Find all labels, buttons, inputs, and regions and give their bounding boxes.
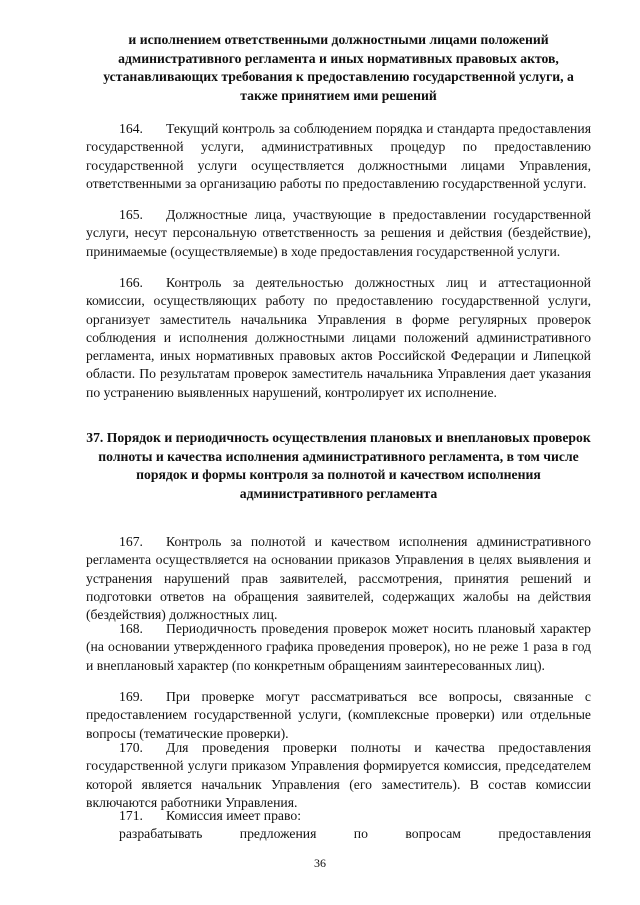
section-heading-37: 37. Порядок и периодичность осуществления плановых и внеплановых проверок полноты и качества исполнения административного регламента, в том числе порядок и формы контроля за полнотой и качеством исполнения административного регламента bbox=[86, 430, 591, 501]
paragraph-168 bbox=[86, 620, 591, 675]
paragraph-167 bbox=[86, 533, 591, 624]
paragraph-text: Должностные лица, участвующие в предоставлении государственной услуги, несут персональную ответственность за решения и действия (бездействие), принимаемые (осуществляемые) в ходе предоставления государственной услуги. bbox=[86, 207, 591, 259]
page-number: 36 bbox=[314, 856, 326, 870]
list-item-text: разрабатывать предложения по вопросам предоставления bbox=[119, 826, 591, 841]
paragraph-text: Периодичность проведения проверок может носить плановый характер (на основании утвержденного графика проведения проверок), но не реже 1 раза в год и внеплановый характер (по конкретным обращениям заинтересованных лиц). bbox=[86, 621, 591, 673]
paragraph-number: 169. bbox=[119, 689, 143, 704]
paragraph-number: 167. bbox=[119, 534, 143, 549]
paragraph-number: 170. bbox=[119, 740, 143, 755]
paragraph-text: Контроль за деятельностью должностных лиц и аттестационной комиссии, осуществляющих работу по предоставлению государственной услуги, организует заместитель начальника Управления в форме регулярных проверок соблюдения и исполнения должностными лицами положений административного регламента, иных нормативных правовых актов Российской Федерации и Липецкой области. По результатам проверок заместитель начальника Управления дает указания по устранению выявленных нарушений, контролирует их исполнение. bbox=[86, 275, 591, 400]
paragraph-number: 168. bbox=[119, 621, 143, 636]
paragraph-169 bbox=[86, 688, 591, 743]
paragraph-164 bbox=[86, 120, 591, 193]
paragraph-text: Текущий контроль за соблюдением порядка и стандарта предоставления государственной услуги, административных процедур по предоставлению государственной услуги осуществляется должностными лицами Управления, ответственными за организацию работы по предоставлению государственной услуги. bbox=[86, 121, 591, 191]
section-heading: и исполнением ответственными должностными лицами положений административного регламента и иных нормативных правовых актов, устанавливающих требования к предоставлению государственной услуги, а также принятием ими решений bbox=[103, 32, 574, 103]
paragraph-171 bbox=[86, 807, 591, 825]
paragraph-number: 166. bbox=[119, 275, 143, 290]
paragraph-170 bbox=[86, 739, 591, 812]
paragraph-number: 171. bbox=[119, 808, 143, 823]
paragraph-text: При проверке могут рассматриваться все вопросы, связанные с предоставлением государственной услуги, (комплексные проверки) или отдельные вопросы (тематические проверки). bbox=[86, 689, 591, 741]
paragraph-text: Контроль за полнотой и качеством исполнения административного регламента осуществляется на основании приказов Управления в целях выявления и устранения нарушений прав заявителей, рассмотрения, принятия решений и подготовки ответов на обращения заявителей, содержащих жалобы на действия (бездействия) должностных лиц. bbox=[86, 534, 591, 623]
paragraph-text: Комиссия имеет право: bbox=[166, 808, 302, 823]
paragraph-text: Для проведения проверки полноты и качества предоставления государственной услуги приказом Управления формируется комиссия, председателем которой является начальник Управления (его заместитель). В состав комиссии включаются работники Управления. bbox=[86, 740, 591, 810]
paragraph-165 bbox=[86, 206, 591, 261]
paragraph-number: 164. bbox=[119, 121, 143, 136]
paragraph-166 bbox=[86, 274, 591, 402]
paragraph-number: 165. bbox=[119, 207, 143, 222]
